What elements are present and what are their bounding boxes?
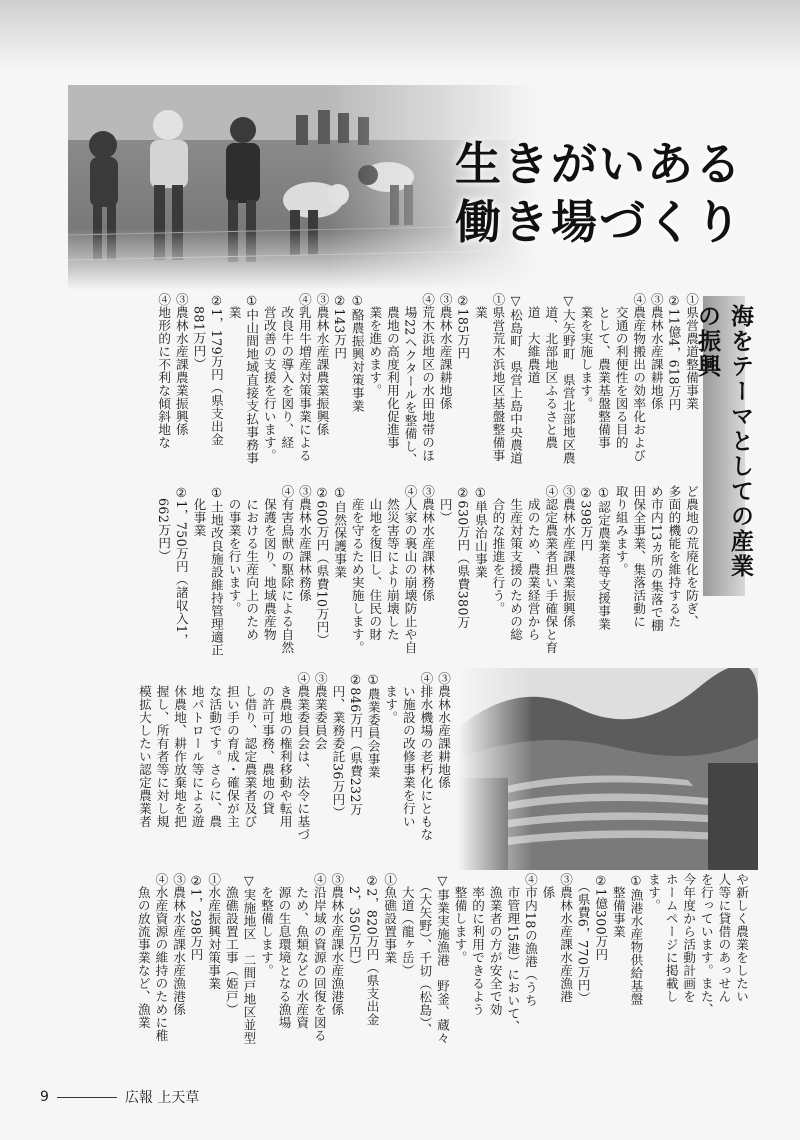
text-column-block-3: ③農林水産課耕地係 ④排水機場の老朽化にともな い施設の改修事業を行い ます。 ①農業委員会事業 ②846万円（県費232万 円、業務委託36万円） ③農業委員会 ④農業委員会は、法令に基づ き農地の権利移動や転用 の許可事務、農地の貸 し借り、認定農業者及び 担い手の育成・確保が主 な活動です。さらに、農 地パトロール等による遊 休農地、耕作放棄地を把 握し、所有者等に対し規 模拡大したい認定農業者 bbox=[136, 672, 451, 841]
page-number: 9 bbox=[40, 1089, 49, 1105]
headline-line-2: 働き場づくり bbox=[455, 195, 743, 249]
page-footer bbox=[40, 1087, 199, 1107]
terraced-fields-photo bbox=[458, 668, 758, 870]
headline-line-1: 生きがいある bbox=[455, 137, 743, 191]
text-column-block-2: ど農地の荒廃化を防ぎ、 多面的機能を維持するた め市内13カ所の集落で棚 田保全事業、集落活動に 取り組みます。 ①認定農業者等支援事業 ②398万円 ③農林水産課農業振興係 ④認定農業者担い手確保と育 成のため、農業経営から 生産対策支援のための総 合的な推進を行う。 ①単県治山事業 ②630万円（県費380万 円） ③農林水産課林務係 ④人家の裏山の崩壊防止や自 然災害等により崩壊した 山地を復旧し、住民の財 産を守るため実施します。 ①自然保護事業 ②600万円（県費10万円） ③農林水産課林務係 ④有害鳥獣の駆除による自然 保護を図り、地域農産物 における生産向上のため の事業を行います。 ①土地改良施設維持管理適正 化事業 ②1，750万円（諸収入1， 662万円） bbox=[156, 485, 699, 657]
text-column-block-4: や新しく農業をしたい 人等に貸借のあっせん を行っています。また、 今年度から活動計画を ホームページに掲載し ます。 ①漁港水産物供給基盤 整備事業 ②1億300万円 （県費6，770万円） ③農林水産課水産漁港 係 ④市内18の漁港（うち 市管理15港）において、 漁業者の方が安全で効 率的に利用できるよう 整備します。 ▽事業実施漁港 野釜、蔵々 （大矢野）、千切（松島）、 大道（龍ヶ岳） ①魚礁設置事業 ②2，820万円（県支出金 2，350万円） ③農林水産課水産漁港係 ④沿岸域の資源の回復を図る ため、魚類などの水産資 源の生息環境となる漁場 を整備します。 ▽実施地区 二間戸地区並型 漁礁設置工事（姫戸） ①水産振興対策事業 ②1，298万円 ③農林水産課水産漁港係 ④水産資源の維持のために稚 魚の放流事業など、漁業 bbox=[135, 873, 749, 1045]
publication-name: 広報 上天草 bbox=[124, 1090, 200, 1106]
text-column-block-1: ①県営農道整備事業 ②11億4，618万円 ③農林水産課耕地係 ④農産物搬出の効率化および 交通の利便性を図る目的 として、農業基盤整備事 業を実施します。 ▽大矢野町 県営北部地区農 道、北部地区ふるさと農 道 大維農道 ▽松島町 県営上島中央農道 ①県営荒木浜地区基盤整備事 業 ②185万円 ③農林水産課耕地係 ④荒木浜地区の水田地帯のほ 場22ヘクタールを整備し、 農地の高度利用化促進事 業を進めます。 ①酪農振興対策事業 ②143万円 ③農林水産課農業振興係 ④乳用牛増産対策事業による 改良牛の導入を図り、経 営改善の支援を行います。 ①中山間地域直接支払事務事 業 ②1，179万円（県支出金 881万円） ③農林水産課農業振興係 ④地形的に不利な傾斜地な bbox=[156, 293, 699, 466]
top-gradient-band bbox=[0, 0, 800, 70]
footer-rule bbox=[57, 1097, 117, 1098]
section-banner: 海をテーマとしての産業の振興 bbox=[703, 296, 745, 596]
